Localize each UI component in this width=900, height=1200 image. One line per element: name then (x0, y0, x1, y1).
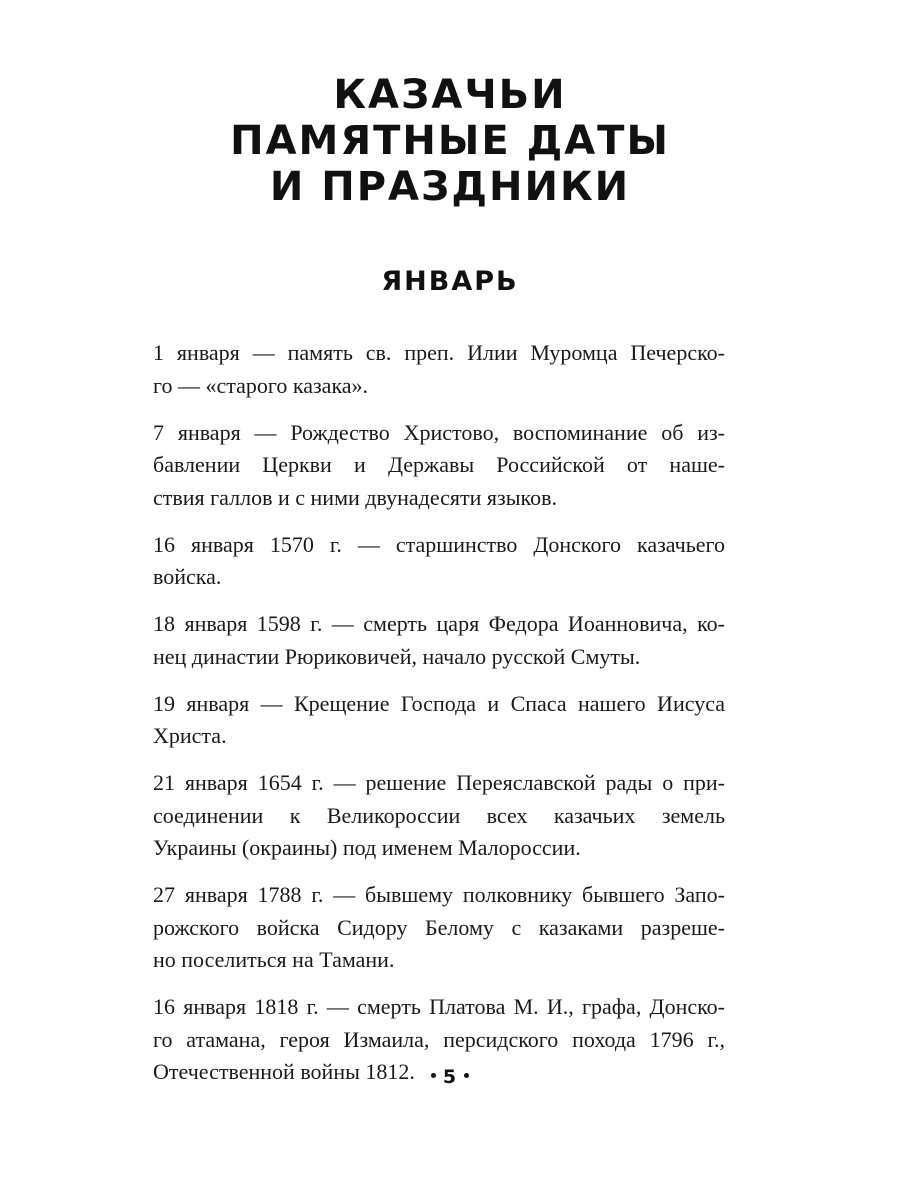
page-number-right-dot (464, 1073, 469, 1078)
date-entry (153, 608, 725, 673)
date-entry (153, 767, 725, 865)
entry-line: 1 января — память св. преп. Илии Муромца Печерско- (153, 340, 725, 365)
chapter-title-line-1: КАЗАЧЬИ (333, 72, 567, 118)
entry-line: Украины (окраины) под именем Малороссии. (153, 835, 581, 860)
date-entry (153, 337, 725, 402)
entry-line: 16 января 1818 г. — смерть Платова М. И., графа, Донско- (153, 994, 725, 1019)
entry-line: 7 января — Рождество Христово, воспоминание об из- (153, 419, 725, 445)
entry-line: 19 января — Крещение Господа и Спаса нашего Иисуса (153, 690, 725, 716)
entry-line: соединении к Великороссии всех казачьих земель (153, 802, 725, 828)
chapter-title-line-3: И ПРАЗДНИКИ (269, 164, 631, 210)
chapter-title-line-2: ПАМЯТНЫЕ ДАТЫ (230, 118, 670, 164)
entry-line: бавлении Церкви и Державы Российской от наше- (153, 452, 725, 477)
entry-line: но поселиться на Тамани. (153, 947, 395, 972)
page-number-value: 5 (442, 1066, 458, 1088)
chapter-title (0, 72, 900, 210)
entry-line: Отечественной войны 1812. (153, 1059, 415, 1084)
entry-line: 27 января 1788 г. — бывшему полковнику бывшего Запо- (153, 882, 725, 907)
entry-line: го — «старого казака». (153, 372, 369, 398)
section-heading-january: ЯНВАРЬ (381, 266, 519, 297)
page-number (0, 1066, 900, 1088)
entry-line: 21 января 1654 г. — решение Переяславской рады о при- (153, 770, 725, 795)
entry-line: нец династии Рюриковичей, начало русской Смуты. (153, 643, 641, 669)
date-entry (153, 688, 725, 753)
date-entry (153, 417, 725, 515)
entry-line: го атамана, героя Измаила, персидского похода 1796 г., (153, 1026, 725, 1052)
date-entries-list (153, 337, 725, 1103)
page-number-left-dot (431, 1073, 436, 1078)
date-entry (153, 529, 725, 594)
entry-line: 16 января 1570 г. — старшинство Донского казачьего (153, 531, 725, 557)
entry-line: ствия галлов и с ними двунадесяти языков. (153, 484, 557, 510)
entry-line: рожского войска Сидору Белому с казаками разреше- (153, 914, 725, 940)
date-entry (153, 879, 725, 977)
entry-line: Христа. (153, 723, 227, 748)
entry-line: 18 января 1598 г. — смерть царя Федора Иоанновича, ко- (153, 611, 725, 636)
entry-line: войска. (153, 564, 222, 589)
